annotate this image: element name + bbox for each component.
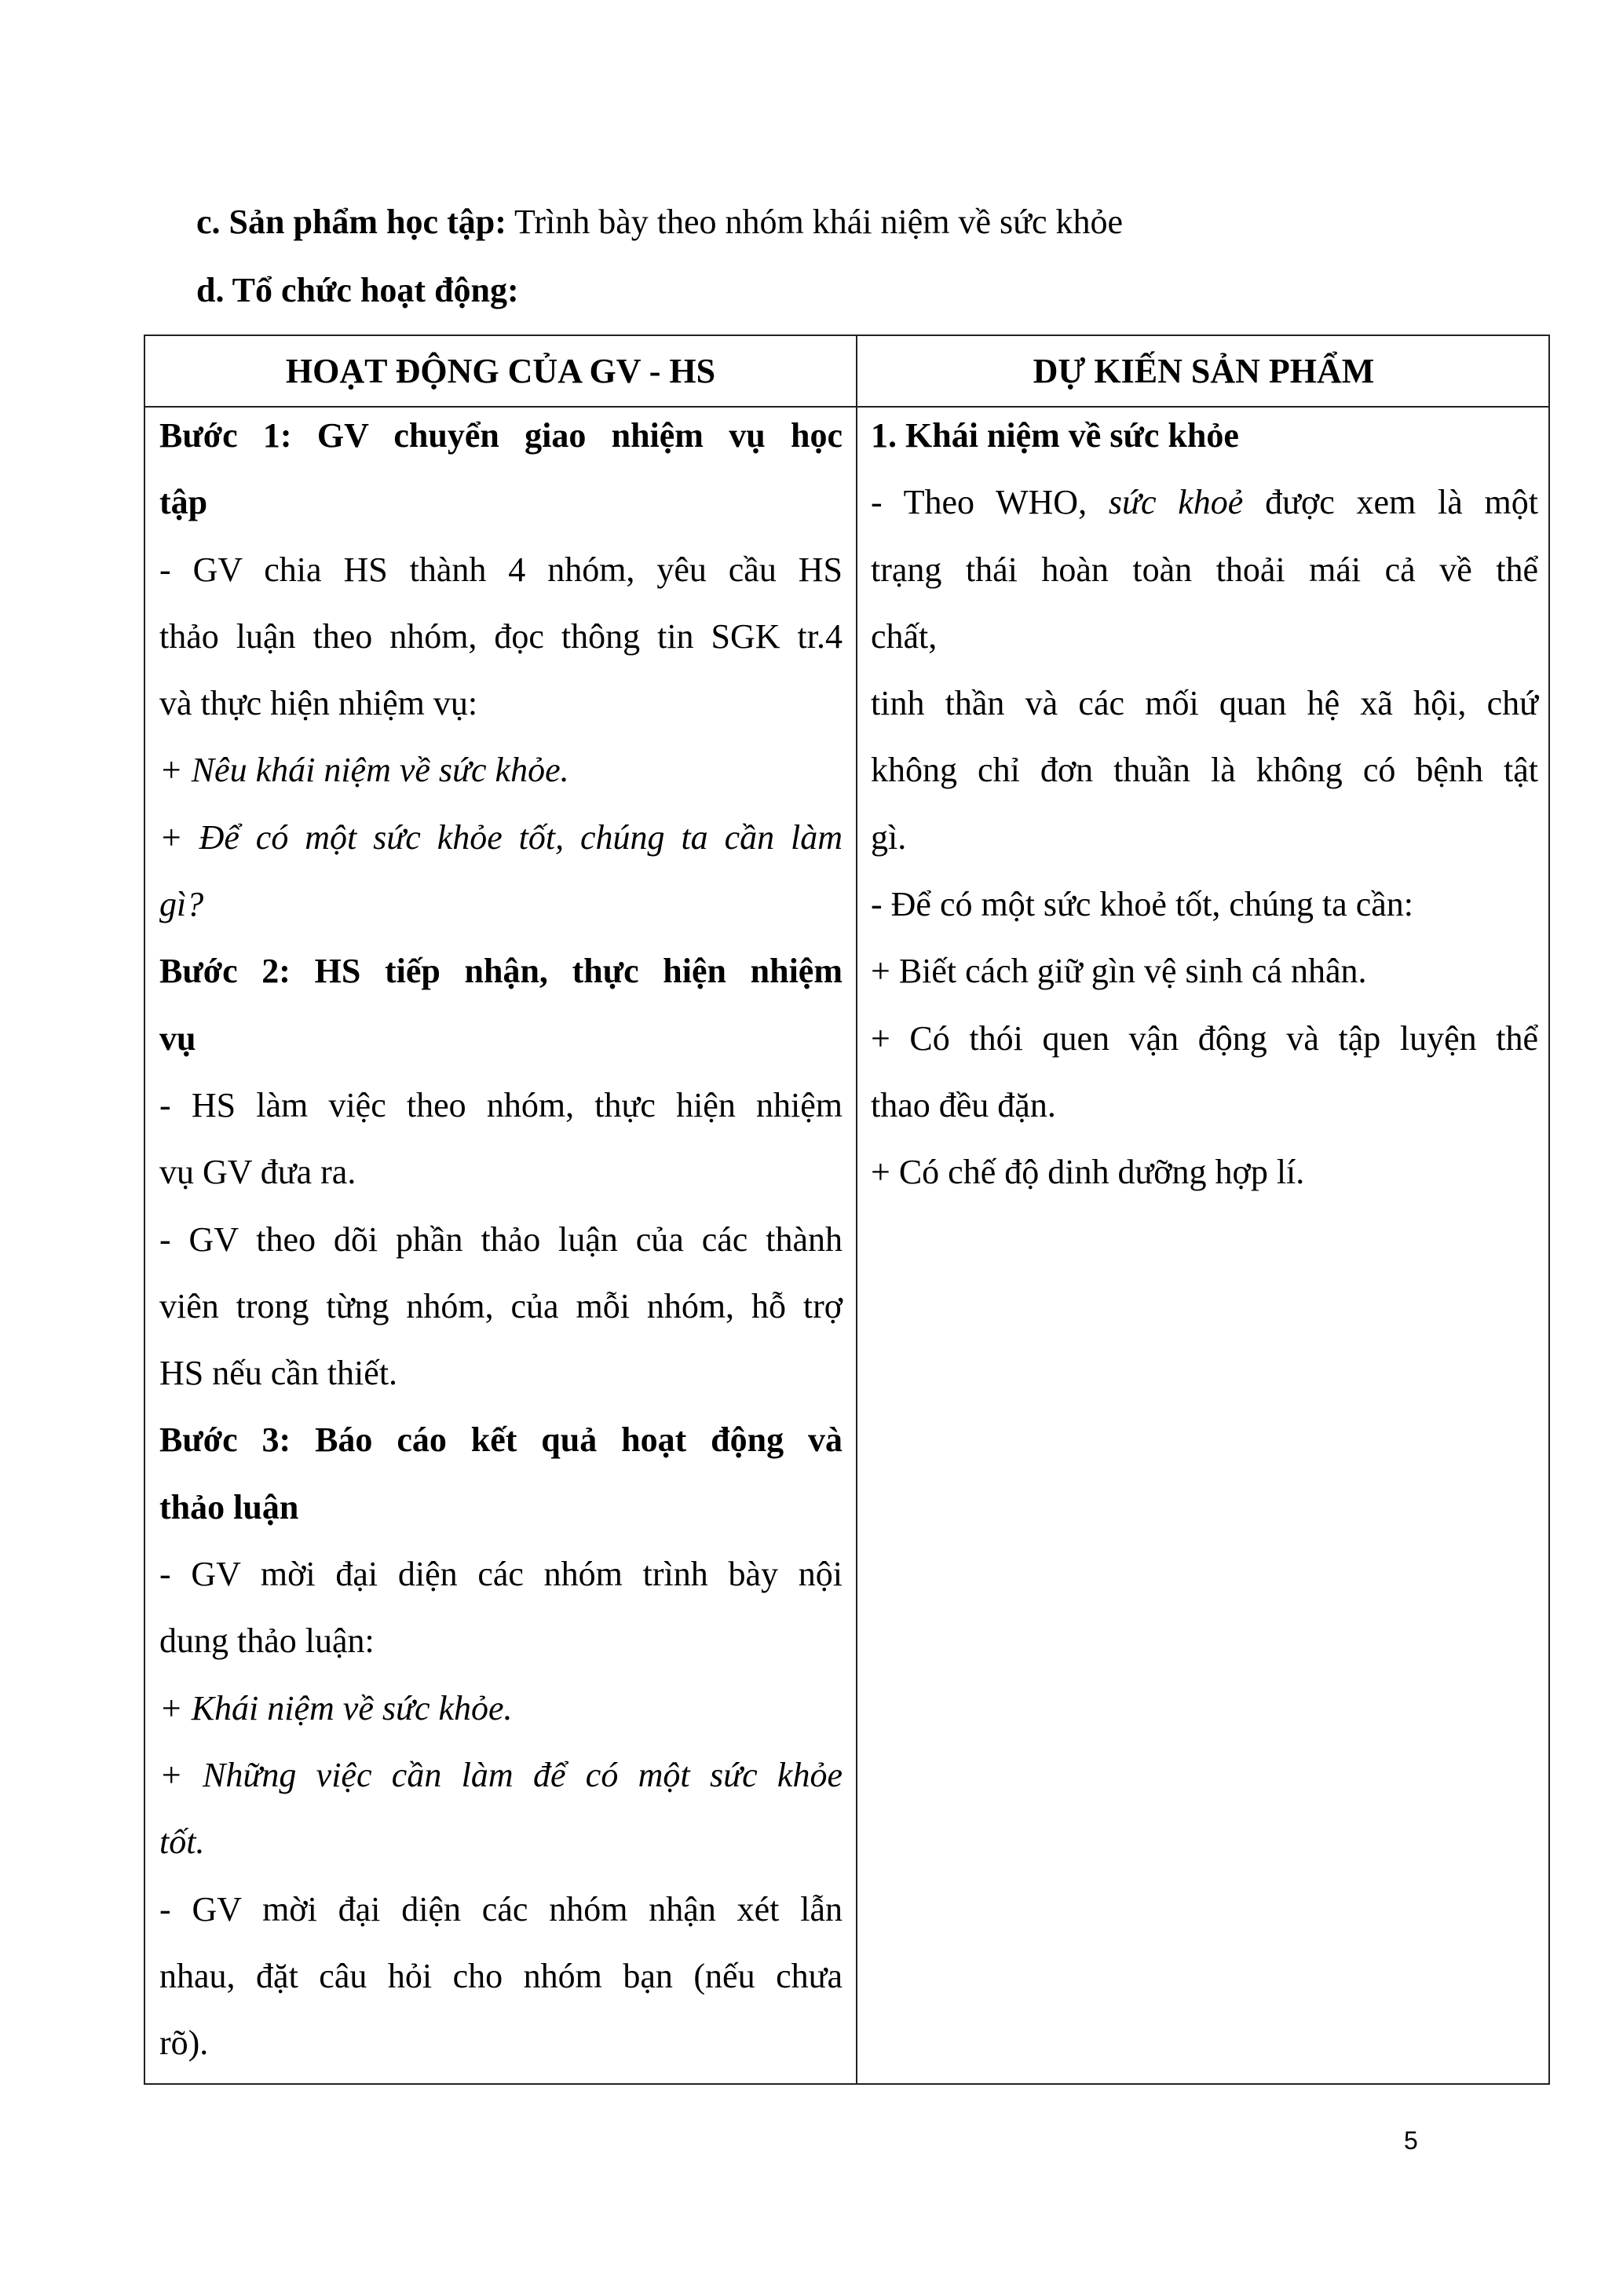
text-line xyxy=(871,670,1538,737)
italic-text: tốt. xyxy=(159,1823,205,1862)
text: thảo luận theo nhóm, đọc thông tin SGK tr.4 xyxy=(159,616,843,656)
bold-text: thảo luận xyxy=(159,1487,299,1526)
column-divider xyxy=(856,336,857,2083)
text-line xyxy=(159,1206,843,1273)
text: - Để có một sức khoẻ tốt, chúng ta cần: xyxy=(871,885,1413,924)
text-line xyxy=(871,804,1538,871)
header-teacher-student-activity: HOẠT ĐỘNG CỦA GV - HS xyxy=(285,352,716,390)
text-line xyxy=(159,1005,843,1072)
text-line xyxy=(871,536,1538,603)
text-line xyxy=(159,1474,843,1541)
text: + Có thói quen vận động và tập luyện thể xyxy=(871,1018,1538,1058)
text: tinh thần và các mối quan hệ xã hội, chứ xyxy=(871,684,1538,723)
text-line xyxy=(871,402,1538,469)
text: - GV mời đại diện các nhóm nhận xét lẫn xyxy=(159,1889,843,1929)
text-line xyxy=(159,1273,843,1340)
bold-text: vụ xyxy=(159,1018,196,1058)
text-line xyxy=(871,1005,1538,1072)
text: không chỉ đơn thuần là không có bệnh tật xyxy=(871,751,1538,790)
text-line xyxy=(159,536,843,603)
italic-text: + Những việc cần làm để có một sức khỏe xyxy=(159,1755,843,1794)
text-line xyxy=(871,1072,1538,1139)
text: - GV mời đại diện các nhóm trình bày nội xyxy=(159,1555,843,1594)
text: vụ GV đưa ra. xyxy=(159,1153,356,1192)
text-line xyxy=(159,1808,843,1875)
text-line xyxy=(159,1406,843,1473)
bold-text: 1. Khái niệm về sức khỏe xyxy=(871,416,1239,455)
text-line xyxy=(159,1541,843,1607)
text: viên trong từng nhóm, của mỗi nhóm, hỗ trợ xyxy=(159,1286,843,1325)
text-line xyxy=(159,804,843,871)
text-line xyxy=(871,737,1538,803)
bold-text: Bước 2: HS tiếp nhận, thực hiện nhiệm xyxy=(159,952,843,991)
text: + Có chế độ dinh dưỡng hợp lí. xyxy=(871,1153,1305,1192)
text: - GV chia HS thành 4 nhóm, yêu cầu HS xyxy=(159,550,843,589)
text: trạng thái hoàn toàn thoải mái cả về thể xyxy=(871,550,1538,589)
bold-text: Bước 1: GV chuyển giao nhiệm vụ học xyxy=(159,416,843,455)
text-line xyxy=(159,737,843,803)
text-line xyxy=(159,1742,843,1808)
italic-text: sức khoẻ xyxy=(1108,483,1244,522)
text-line xyxy=(159,402,843,469)
text-line xyxy=(159,469,843,536)
text: chất, xyxy=(871,616,938,656)
text-line xyxy=(159,1340,843,1406)
product-heading xyxy=(196,188,1123,255)
product-column xyxy=(871,402,1538,1206)
text-line xyxy=(159,871,843,938)
italic-text: gì? xyxy=(159,885,204,924)
text-line xyxy=(159,1072,843,1139)
text-line xyxy=(871,469,1538,536)
organize-heading: d. Tổ chức hoạt động: xyxy=(196,271,519,309)
italic-text: + Để có một sức khỏe tốt, chúng ta cần làm xyxy=(159,817,843,857)
text: - GV theo dõi phần thảo luận của các thành xyxy=(159,1219,843,1259)
text-line xyxy=(871,938,1538,1004)
bold-text: tập xyxy=(159,483,208,522)
page-number: 5 xyxy=(1404,2126,1418,2155)
text: nhau, đặt câu hỏi cho nhóm bạn (nếu chưa xyxy=(159,1956,843,1995)
text: được xem là một xyxy=(1243,483,1538,522)
activity-table xyxy=(144,335,1550,2085)
text-line xyxy=(159,1943,843,2009)
italic-text: + Khái niệm về sức khỏe. xyxy=(159,1688,513,1727)
text-line xyxy=(159,938,843,1004)
text: gì. xyxy=(871,817,907,857)
text-line xyxy=(159,603,843,670)
text-line xyxy=(871,871,1538,938)
text-line xyxy=(159,1139,843,1205)
text: và thực hiện nhiệm vụ: xyxy=(159,684,478,723)
text-line xyxy=(159,1607,843,1674)
text: - Theo WHO, xyxy=(871,483,1109,522)
text-line xyxy=(871,603,1538,670)
product-text: Trình bày theo nhóm khái niệm về sức khỏe xyxy=(506,203,1124,241)
text: dung thảo luận: xyxy=(159,1621,375,1661)
text-line xyxy=(159,1876,843,1943)
product-label: c. Sản phẩm học tập: xyxy=(196,203,506,241)
text: HS nếu cần thiết. xyxy=(159,1354,398,1393)
text: thao đều đặn. xyxy=(871,1085,1056,1124)
header-expected-product: DỰ KIẾN SẢN PHẨM xyxy=(1033,352,1375,390)
text-line xyxy=(159,1675,843,1742)
bold-text: Bước 3: Báo cáo kết quả hoạt động và xyxy=(159,1420,843,1460)
italic-text: + Nêu khái niệm về sức khỏe. xyxy=(159,751,569,790)
text: - HS làm việc theo nhóm, thực hiện nhiệm xyxy=(159,1085,843,1124)
text-line xyxy=(159,670,843,737)
text-line xyxy=(871,1139,1538,1205)
text: + Biết cách giữ gìn vệ sinh cá nhân. xyxy=(871,952,1367,991)
activity-column xyxy=(159,402,843,2076)
text-line xyxy=(159,2009,843,2076)
text: rõ). xyxy=(159,2024,209,2063)
